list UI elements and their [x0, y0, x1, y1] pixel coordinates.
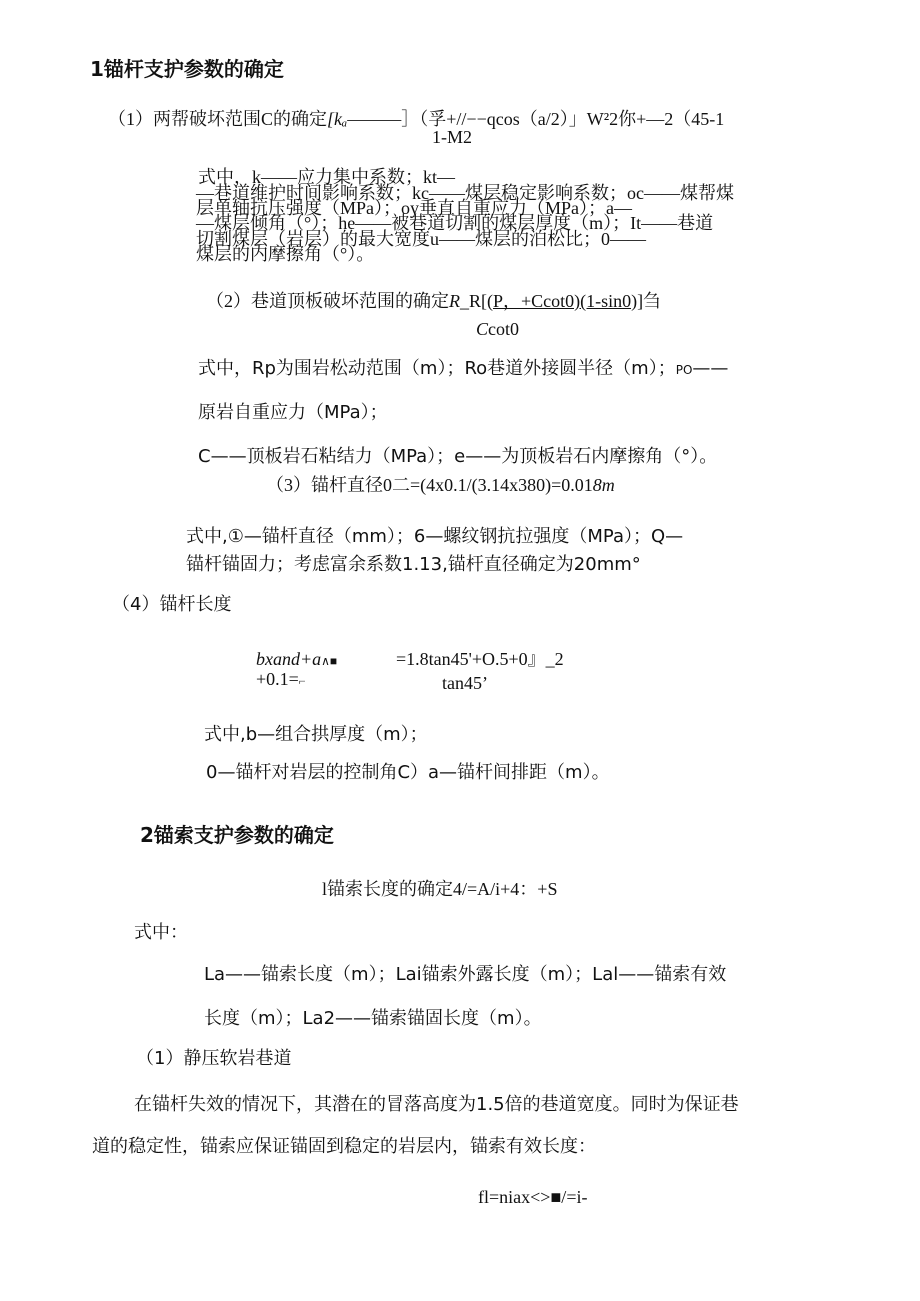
- item2-formula-line: [206, 290, 661, 312]
- item4-formula-left-text: bxand+a: [256, 649, 322, 669]
- item4-formula-line2: [256, 668, 306, 692]
- item2-prefix: （2）巷道顶板破坏范围的确定: [206, 291, 449, 311]
- item3-line-b: 8m: [592, 475, 615, 495]
- item2-formula-a: _R: [460, 291, 482, 311]
- item1-explanation-5: 切割煤层（岩层）的最大宽度u——煤层的泊松比；0——: [196, 229, 646, 249]
- item4-formula-line2-left: +0.1=: [256, 669, 299, 689]
- item1-prefix: （1）两帮破坏范围C的确定: [108, 109, 328, 129]
- item2-expl1-po: PO: [675, 363, 693, 377]
- section2-formula1: l锚索长度的确定4/=A/i+4：+S: [322, 879, 558, 899]
- section2-definition-1: La——锚索长度（m）；Lai锚索外露长度（m）；Lal——锚索有效: [204, 964, 727, 985]
- section2-definition-2: 长度（m）；La2——锚索锚固长度（m）。: [204, 1008, 542, 1029]
- item4-explanation-1: 式中,b—组合拱厚度（m）；: [204, 724, 428, 745]
- item1-explanation-3: 层单轴抗压强度（MPa）；oy垂直自重应力（MPa）；a—: [196, 198, 632, 218]
- item1-explanation-1: 式中，k——应力集中系数；kt—: [198, 167, 455, 187]
- item4-formula-left-small: ∧■: [321, 654, 338, 668]
- item2-formula-b: [(P，+Ccot0)(1-sin0)]: [481, 291, 644, 311]
- section2-formula2: fl=niax<>■/=i-: [478, 1187, 588, 1207]
- item3-explanation-1: 式中,①—锚杆直径（mm）；6—螺纹钢抗拉强度（MPa）；Q—: [186, 526, 684, 547]
- item2-denominator: [476, 318, 519, 340]
- item2-formula-c: 刍: [643, 291, 662, 311]
- item2-explanation-2: 原岩自重应力（MPa）；: [198, 402, 388, 423]
- item2-r: R: [449, 291, 460, 311]
- item4-title: （4）锚杆长度: [112, 594, 232, 615]
- item2-under-rest: cot0: [488, 319, 520, 339]
- item1-explanation-2: —巷道维护时间影响系数；kc——煤层稳定影响系数；oc——煤帮煤: [196, 183, 734, 203]
- item4-formula-line2-right: tan45’: [442, 673, 488, 693]
- section1-heading: 1锚杆支护参数的确定: [90, 57, 284, 81]
- item1-ka: [kₐ: [327, 109, 348, 129]
- item1-explanation-6: 煤层的内摩擦角（°）。: [196, 244, 375, 264]
- item2-explanation-3: C——顶板岩石粘结力（MPa）；e——为顶板岩石内摩擦角（°）。: [198, 446, 718, 467]
- item1-formula-line: [108, 108, 724, 130]
- section2-heading: 2锚索支护参数的确定: [140, 823, 334, 847]
- item3-explanation-2: 锚杆锚固力；考虑富余系数1.13,锚杆直径确定为20mm°: [186, 554, 641, 575]
- item2-expl1-tail: ——: [692, 358, 729, 379]
- item4-explanation-2: 0—锚杆对岩层的控制角C）a—锚杆间排距（m）。: [206, 762, 610, 783]
- section2-paragraph-1: 在锚杆失效的情况下，其潜在的冒落高度为1.5倍的巷道宽度。同时为保证巷: [134, 1094, 739, 1115]
- section2-paragraph-2: 道的稳定性，锚索应保证锚固到稳定的岩层内，锚索有效长度：: [92, 1136, 596, 1157]
- item1-explanation-4: —煤层倾角（°）；he——被巷道切割的煤层厚度（m）；It——巷道: [196, 213, 714, 233]
- item1-rest: ———］（孚+//−−qcos（a/2）」W²2你+—2（45-1: [347, 109, 725, 129]
- section2-subheading: （1）静压软岩巷道: [136, 1048, 292, 1069]
- item2-explanation-1: [198, 358, 728, 381]
- item4-formula-line2-mark: ⌐: [298, 674, 306, 688]
- item2-under-c: C: [476, 319, 489, 339]
- item4-formula-right: =1.8tan45'+O.5+0』_2: [396, 649, 564, 669]
- item3-formula-line: [266, 474, 615, 496]
- section2-shizhong: 式中：: [134, 922, 188, 943]
- item2-expl1-text: 式中，Rp为围岩松动范围（m）；Ro巷道外接圆半径（m）；: [198, 358, 676, 379]
- item1-denominator: 1-M2: [432, 127, 472, 147]
- item3-line-a: （3）锚杆直径0二=(4x0.1/(3.14x380)=0.01: [266, 475, 593, 495]
